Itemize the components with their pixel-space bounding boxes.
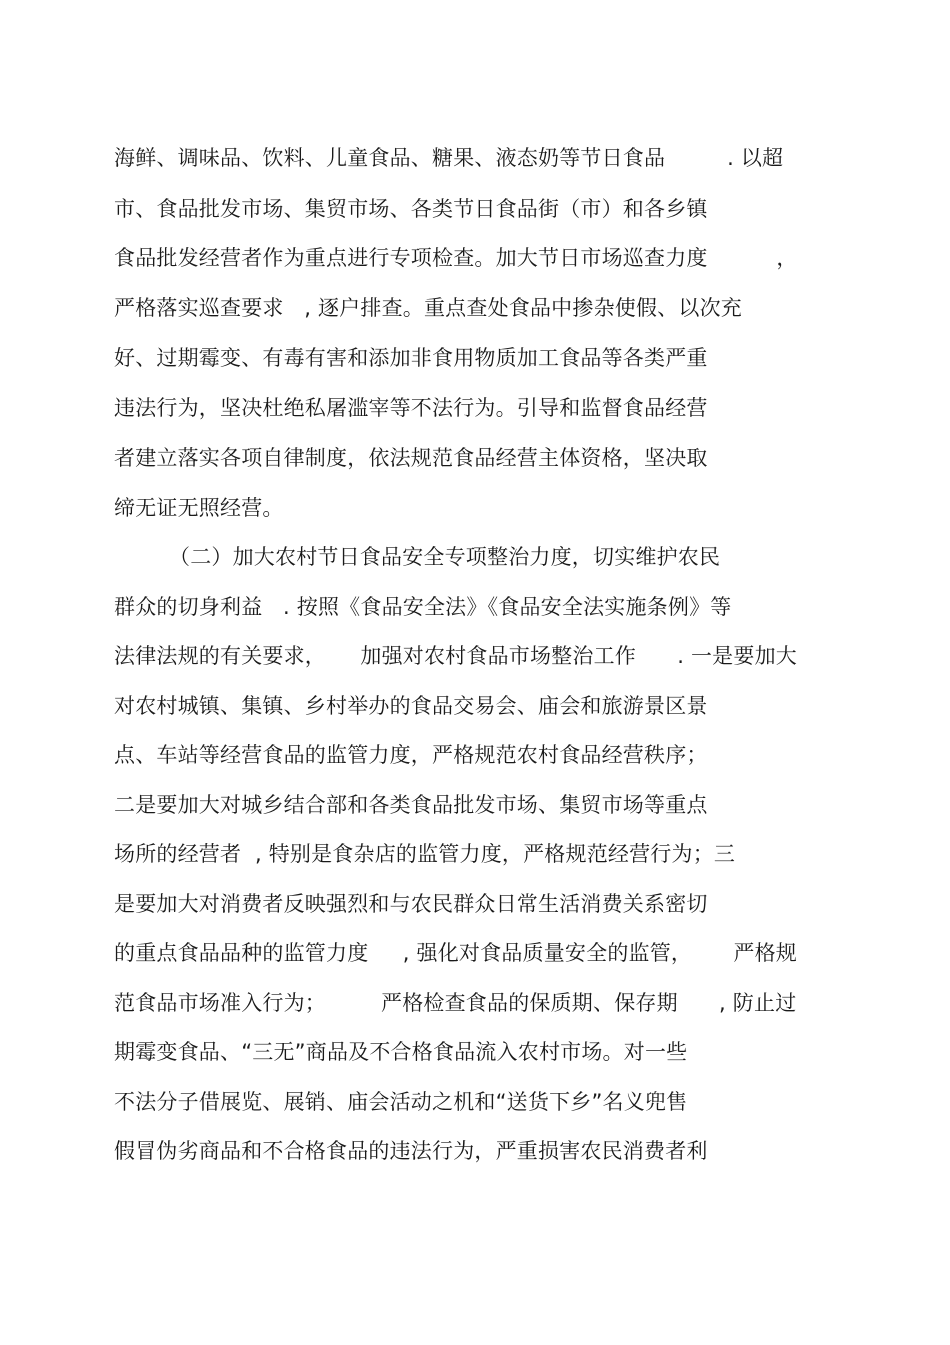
text-line: 场所的经营者 , 特别是食杂店的监管力度，严格规范经营行为；三: [114, 842, 736, 866]
text-line: 不法分子借展览、展销、庙会活动之机和“送货下乡”名义兜售: [114, 1090, 688, 1114]
text-line: 的重点食品品种的监管力度 , 强化对食品质量安全的监管， 严格规: [114, 941, 797, 965]
text-line: 好、过期霉变、有毒有害和添加非食用物质加工食品等各类严重: [114, 346, 708, 370]
text-line: 市、食品批发市场、集贸市场、各类节日食品街（市）和各乡镇: [114, 197, 708, 221]
text-line: 假冒伪劣商品和不合格食品的违法行为，严重损害农民消费者利: [114, 1139, 708, 1163]
text-line: 点、车站等经营食品的监管力度，严格规范农村食品经营秩序；: [114, 743, 708, 767]
paragraph-heading-line: （二）加大农村节日食品安全专项整治力度，切实维护农民: [114, 545, 721, 569]
text-line: 群众的切身利益 . 按照《食品安全法》《食品安全法实施条例》等: [114, 595, 732, 619]
text-line: 是要加大对消费者反映强烈和与农民群众日常生活消费关系密切: [114, 892, 708, 916]
text-line: 者建立落实各项自律制度，依法规范食品经营主体资格，坚决取: [114, 446, 708, 470]
text-line: 法律法规的有关要求， 加强对农村食品市场整治工作 . 一是要加大: [114, 644, 797, 668]
text-line: 二是要加大对城乡结合部和各类食品批发市场、集贸市场等重点: [114, 793, 708, 817]
text-line: 期霉变食品、“三无”商品及不合格食品流入农村市场。对一些: [114, 1040, 688, 1064]
text-line: 违法行为，坚决杜绝私屠滥宰等不法行为。引导和监督食品经营: [114, 396, 708, 420]
text-line: 缔无证无照经营。: [114, 496, 284, 520]
text-line: 海鲜、调味品、饮料、儿童食品、糖果、液态奶等节日食品 . 以超: [114, 146, 784, 170]
text-line: 食品批发经营者作为重点进行专项检查。加大节日市场巡查力度 ，: [114, 246, 798, 270]
text-line: 对农村城镇、集镇、乡村举办的食品交易会、庙会和旅游景区景: [114, 694, 708, 718]
text-line: 范食品市场准入行为； 严格检查食品的保质期、保存期 , 防止过: [114, 991, 797, 1015]
text-line: 严格落实巡查要求 , 逐户排查。重点查处食品中掺杂使假、以次充: [114, 296, 742, 320]
